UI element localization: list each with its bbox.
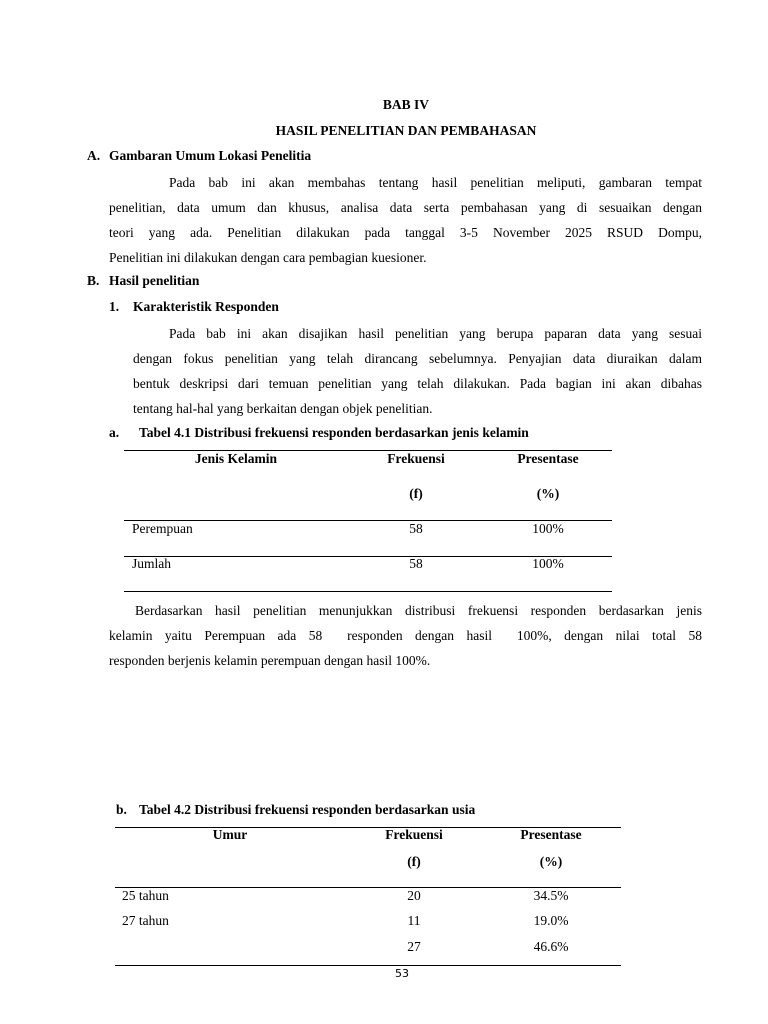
chapter-title: HASIL PENELITIAN DAN PEMBAHASAN — [275, 123, 537, 138]
table1-marker: a. — [109, 425, 120, 440]
paragraph-line: penelitian, data umum dan khusus, analisa data serta pembahasan yang di sesuaikan dengan — [109, 200, 702, 215]
paragraph-line: bentuk deskripsi dari temuan penelitian yang telah dilakukan. Pada bagian ini akan dibahas — [133, 376, 702, 391]
paragraph-line: Berdasarkan hasil penelitian menunjukkan distribusi frekuensi responden berdasarkan jenis — [135, 603, 702, 618]
table2-row-label: 27 tahun — [122, 913, 169, 928]
table2-row-freq: 20 — [407, 888, 421, 903]
table2-row-pct: 46.6% — [533, 939, 569, 954]
paragraph-line: dengan fokus penelitian yang telah dirancang sebelumnya. Penyajian data diuraikan dalam — [133, 351, 702, 366]
table2-row-freq: 11 — [407, 913, 421, 928]
table2-header-label: Umur — [212, 827, 248, 842]
section-a-marker: A. — [87, 148, 101, 163]
table2-header-freq-unit: (f) — [407, 854, 421, 869]
section-b-title: Hasil penelitian — [109, 273, 200, 288]
table2-row-pct: 34.5% — [533, 888, 569, 903]
paragraph-line: Pada bab ini akan disajikan hasil penelitian yang berupa paparan data yang sesuai — [169, 326, 702, 341]
table1-bottom-rule — [124, 591, 612, 592]
table2-marker: b. — [116, 802, 127, 817]
paragraph-line: Penelitian ini dilakukan dengan cara pembagian kuesioner. — [109, 250, 427, 265]
table1-total-pct: 100% — [532, 556, 564, 571]
table2-caption: Tabel 4.2 Distribusi frekuensi responden berdasarkan usia — [139, 802, 476, 817]
table1-header-pct-unit: (%) — [536, 486, 560, 501]
table1-total-freq: 58 — [409, 556, 423, 571]
table1-header-freq-unit: (f) — [409, 486, 423, 501]
table2-header-pct: Presentase — [520, 827, 582, 842]
table1-total-label: Jumlah — [132, 556, 171, 571]
table1-caption: Tabel 4.1 Distribusi frekuensi responden berdasarkan jenis kelamin — [139, 425, 529, 440]
paragraph-line: kelamin yaitu Perempuan ada 58 responden dengan hasil 100%, dengan nilai total 58 — [109, 628, 702, 643]
subsection-1-marker: 1. — [109, 299, 120, 314]
table1-header-pct: Presentase — [517, 451, 579, 466]
paragraph-line: Pada bab ini akan membahas tentang hasil penelitian meliputi, gambaran tempat — [169, 175, 702, 190]
table2-header-pct-unit: (%) — [539, 854, 563, 869]
section-b-marker: B. — [87, 273, 100, 288]
table2-row-pct: 19.0% — [533, 913, 569, 928]
paragraph-a — [109, 170, 702, 270]
paragraph-1 — [133, 321, 702, 421]
chapter-label: BAB IV — [382, 97, 430, 112]
table1-row-pct: 100% — [532, 521, 564, 536]
subsection-1-title: Karakteristik Responden — [133, 299, 279, 314]
paragraph-line: teori yang ada. Penelitian dilakukan pada tanggal 3-5 November 2025 RSUD Dompu, — [109, 225, 702, 240]
table2-bottom-rule — [115, 965, 621, 966]
page-number: 53 — [395, 967, 409, 980]
table1-header-label: Jenis Kelamin — [194, 451, 278, 466]
table2-row-freq: 27 — [407, 939, 421, 954]
table2-header-freq: Frekuensi — [385, 827, 443, 842]
table1-header-freq: Frekuensi — [387, 451, 445, 466]
table2-row-label: 25 tahun — [122, 888, 169, 903]
table1-row-label: Perempuan — [132, 521, 193, 536]
paragraph-line: responden berjenis kelamin perempuan dengan hasil 100%. — [109, 653, 431, 668]
paragraph-table1 — [109, 598, 702, 673]
table1-row-freq: 58 — [409, 521, 423, 536]
paragraph-line: tentang hal-hal yang berkaitan dengan objek penelitian. — [133, 401, 433, 416]
section-a-title: Gambaran Umum Lokasi Penelitia — [109, 148, 312, 163]
